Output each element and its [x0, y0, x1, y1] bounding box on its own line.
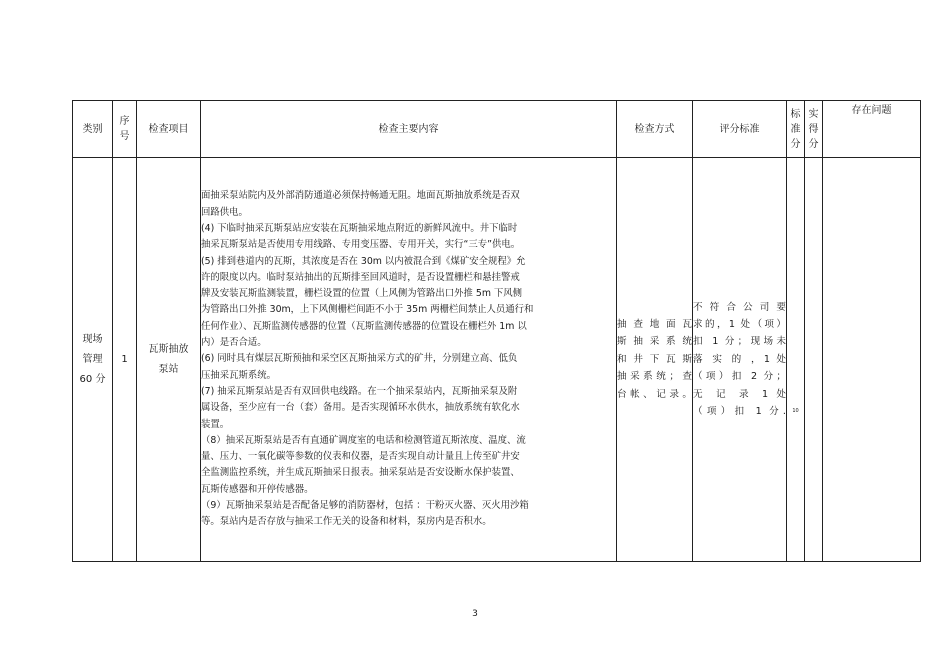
table-row — [73, 158, 921, 562]
scoring-line: 求的，1 处（项） — [693, 318, 786, 330]
inspection-table — [72, 100, 921, 562]
content-line: (6) 同时具有煤层瓦斯预抽和采空区瓦斯抽采方式的矿井，分别建立高、低负 — [201, 353, 518, 365]
header-scoring: 评分标准 — [693, 101, 787, 158]
header-category: 类别 — [73, 101, 113, 158]
scoring-line: 落 实 的 ，1 处 — [693, 353, 786, 365]
cell-item — [137, 158, 201, 562]
content-line: 任何作业）、瓦斯监测传感器的位置（瓦斯监测传感器的位置设在栅栏外 1m 以 — [201, 320, 527, 332]
content-line: 为管路出口外推 30m，上下风侧栅栏间距不小于 35m 两栅栏间禁止人员通行和 — [201, 304, 534, 316]
scoring-line: 扣 1 分；现场未 — [693, 336, 786, 348]
content-line: 量、压力、一氧化碳等参数的仪表和仪器，是否实现自动计量且上传至矿井安 — [201, 451, 520, 463]
header-seq — [113, 101, 137, 158]
content-line: 装置。 — [201, 418, 230, 430]
scoring-line: 无 记 录 1 处 — [693, 388, 786, 400]
cell-seq: 1 — [113, 158, 137, 562]
content-line: 面抽采泵站院内及外部消防通道必须保持畅通无阻。地面瓦斯抽放系统是否双 — [201, 190, 520, 202]
cell-category — [73, 158, 113, 562]
header-method: 检查方式 — [617, 101, 693, 158]
category-line: 管理 — [82, 354, 103, 365]
item-line: 瓦斯抽放 — [148, 344, 189, 355]
content-line: 等。泵站内是否存放与抽采工作无关的设备和材料，泵房内是否积水。 — [201, 516, 492, 528]
table-header-row — [73, 101, 921, 158]
content-line: (4) 下临时抽采瓦斯泵站应安装在瓦斯抽采地点附近的新鲜风流中。井下临时 — [201, 222, 518, 234]
scoring-line: 不 符 合 公 司 要 — [693, 301, 786, 313]
cell-scoring — [693, 158, 787, 562]
method-line: 抽采系统；查 — [617, 371, 692, 383]
category-line: 现场 — [82, 334, 103, 345]
category-line: 60 分 — [79, 374, 106, 385]
header-actual-char-1: 实 — [808, 108, 819, 120]
header-standard-char-1: 标 — [790, 108, 801, 120]
header-standard-char-3: 分 — [790, 138, 801, 150]
header-actual-char-2: 得 — [808, 123, 819, 135]
header-standard-char-2: 准 — [790, 123, 801, 135]
cell-actual-score[interactable] — [805, 158, 823, 562]
page-number: 3 — [472, 609, 478, 619]
method-line: 和 井 下 瓦 斯 — [617, 353, 692, 365]
header-seq-char-2: 号 — [119, 131, 130, 142]
content-line: 内）是否合适。 — [201, 337, 267, 349]
content-line: 全监测监控系统，并生成瓦斯抽采日报表。抽采泵站是否安设断水保护装置、 — [201, 467, 520, 479]
content-line: 许的限度以内。临时泵站抽出的瓦斯排至回风道时，是否设置栅栏和悬挂警戒 — [201, 271, 520, 283]
header-actual-score — [805, 101, 823, 158]
method-line: 抽 查 地 面 瓦 — [617, 318, 692, 330]
cell-content — [201, 158, 617, 562]
scoring-line: （项）扣 2 分； — [693, 371, 786, 383]
cell-method — [617, 158, 693, 562]
method-line: 斯 抽 采 系 统 — [617, 336, 692, 348]
content-line: 属设备，至少应有一台（套）备用。是否实现循环水供水，抽放系统有软化水 — [201, 402, 520, 414]
content-line: (5) 排到巷道内的瓦斯，其浓度是否在 30m 以内被混合到《煤矿安全规程》允 — [201, 255, 526, 267]
standard-score-value: 10 — [792, 408, 799, 414]
header-seq-char-1: 序 — [119, 116, 130, 127]
content-line: （9）瓦斯抽采泵站是否配备足够的消防器材，包括 ：干粉灭火器、灭火用沙箱 — [201, 500, 529, 512]
header-actual-char-3: 分 — [808, 138, 819, 150]
header-problems: 存在问题 — [823, 101, 921, 158]
content-line: (7) 抽采瓦斯泵站是否有双回供电线路。在一个抽采泵站内，瓦斯抽采泵及附 — [201, 385, 518, 397]
content-line: 回路供电。 — [201, 206, 248, 218]
content-line: 牌及安装瓦斯监测装置，栅栏设置的位置（上风侧为管路出口外推 5m 下风侧 — [201, 288, 523, 300]
header-content: 检查主要内容 — [201, 101, 617, 158]
method-line: 台帐、记录。 — [617, 388, 692, 400]
content-line: 抽采瓦斯泵站是否使用专用线路、专用变压器、专用开关，实行“三专”供电。 — [201, 239, 521, 251]
header-item: 检查项目 — [137, 101, 201, 158]
header-standard-score — [787, 101, 805, 158]
cell-problems[interactable] — [823, 158, 921, 562]
content-line: 瓦斯传感器和开停传感器。 — [201, 483, 314, 495]
content-line: 压抽采瓦斯系统。 — [201, 369, 277, 381]
scoring-line: （项）扣 1 分. — [693, 406, 786, 418]
cell-standard-score — [787, 158, 805, 562]
content-line: （8）抽采瓦斯泵站是否有直通矿调度室的电话和检测管道瓦斯浓度、温度、流 — [201, 434, 526, 446]
item-line: 泵站 — [158, 364, 179, 375]
